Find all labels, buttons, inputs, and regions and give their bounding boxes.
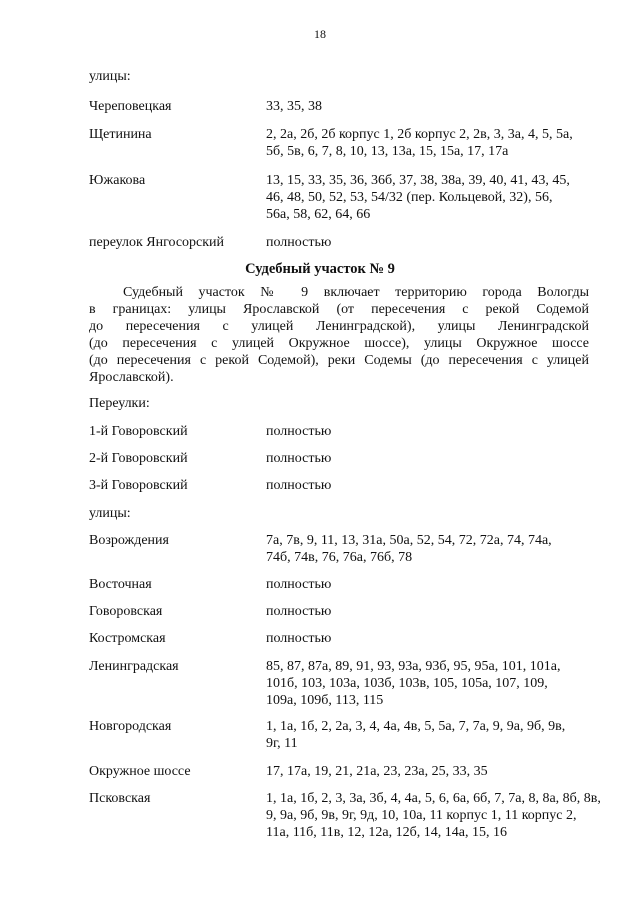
description-line: до пересечения с улицей Ленинградской), улицы Ленинградской <box>89 319 589 334</box>
lane-name: 3-й Говоровский <box>89 478 188 493</box>
house-numbers <box>266 126 611 160</box>
house-numbers <box>266 603 611 620</box>
description-line: в границах: улицы Ярославской (от пересечения с рекой Содемой <box>89 302 589 317</box>
section-description <box>89 284 589 386</box>
streets-label: улицы: <box>89 506 131 521</box>
house-numbers <box>266 576 611 593</box>
street-name: Щетинина <box>89 127 152 142</box>
street-name: Новгородская <box>89 719 172 734</box>
house-numbers-line: 33, 35, 38 <box>266 99 322 114</box>
house-numbers-line: 17, 17а, 19, 21, 21а, 23, 23а, 25, 33, 35 <box>266 764 488 779</box>
house-numbers <box>266 98 611 115</box>
house-numbers <box>266 763 611 780</box>
street-name: Череповецкая <box>89 99 172 114</box>
section-heading: Судебный участок № 9 <box>245 261 395 277</box>
house-numbers <box>266 630 611 647</box>
description-line: Ярославской). <box>89 370 174 385</box>
house-numbers <box>266 532 611 566</box>
house-numbers-line: полностью <box>266 577 332 592</box>
house-numbers <box>266 790 611 841</box>
street-name: Южакова <box>89 173 146 188</box>
house-numbers-line: 74б, 74в, 76, 76а, 76б, 78 <box>266 550 413 565</box>
house-numbers-line: 109а, 109б, 113, 115 <box>266 693 384 708</box>
house-numbers-line: 11а, 11б, 11в, 12, 12а, 12б, 14, 14а, 15, 16 <box>266 825 507 840</box>
street-name: Псковская <box>89 791 151 806</box>
house-numbers <box>266 234 611 251</box>
lane-name: 1-й Говоровский <box>89 424 188 439</box>
house-numbers-line: полностью <box>266 235 332 250</box>
description-line: (до пересечения с улицей Окружное шоссе), улицы Окружное шоссе <box>89 336 589 351</box>
house-numbers-line: 13, 15, 33, 35, 36, 36б, 37, 38, 38а, 39, 40, 41, 43, 45, <box>266 173 570 188</box>
house-numbers-line: полностью <box>266 604 332 619</box>
street-name: переулок Янгосорский <box>89 235 225 250</box>
house-numbers-line: 2, 2а, 2б, 2б корпус 1, 2б корпус 2, 2в, 3, 3а, 4, 5, 5а, <box>266 127 573 142</box>
house-numbers-line: полностью <box>266 451 332 466</box>
house-numbers-line: 101б, 103, 103а, 103б, 103в, 105, 105а, 107, 109, <box>266 676 548 691</box>
house-numbers-line: 9г, 11 <box>266 736 298 751</box>
house-numbers-line: 56а, 58, 62, 64, 66 <box>266 207 371 222</box>
house-numbers-line: 9, 9а, 9б, 9в, 9г, 9д, 10, 10а, 11 корпус 1, 11 корпус 2, <box>266 808 577 823</box>
street-name: Говоровская <box>89 604 163 619</box>
house-numbers <box>266 450 611 467</box>
street-name: Окружное шоссе <box>89 764 191 779</box>
house-numbers-line: 7а, 7в, 9, 11, 13, 31а, 50а, 52, 54, 72, 72а, 74, 74а, <box>266 533 552 548</box>
house-numbers <box>266 718 611 752</box>
street-name: Костромская <box>89 631 166 646</box>
house-numbers-line: 46, 48, 50, 52, 53, 54/32 (пер. Кольцевой, 32), 56, <box>266 190 553 205</box>
house-numbers <box>266 477 611 494</box>
street-name: Восточная <box>89 577 152 592</box>
house-numbers-line: 5б, 5в, 6, 7, 8, 10, 13, 13а, 15, 15а, 17, 17а <box>266 144 509 159</box>
house-numbers <box>266 172 611 223</box>
lane-name: 2-й Говоровский <box>89 451 188 466</box>
house-numbers <box>266 658 611 709</box>
page-number: 18 <box>314 27 326 41</box>
streets-label-top: улицы: <box>89 69 131 84</box>
street-name: Ленинградская <box>89 659 179 674</box>
house-numbers-line: 1, 1а, 1б, 2, 2а, 3, 4, 4а, 4в, 5, 5а, 7, 7а, 9, 9а, 9б, 9в, <box>266 719 566 734</box>
house-numbers-line: 1, 1а, 1б, 2, 3, 3а, 3б, 4, 4а, 5, 6, 6а, 6б, 7, 7а, 8, 8а, 8б, 8в, <box>266 791 601 806</box>
street-name: Возрождения <box>89 533 169 548</box>
house-numbers-line: полностью <box>266 478 332 493</box>
house-numbers-line: 85, 87, 87а, 89, 91, 93, 93а, 93б, 95, 95а, 101, 101а, <box>266 659 561 674</box>
house-numbers <box>266 423 611 440</box>
lanes-label: Переулки: <box>89 396 150 411</box>
house-numbers-line: полностью <box>266 631 332 646</box>
description-line: Судебный участок № 9 включает территорию города Вологды <box>123 285 589 300</box>
house-numbers-line: полностью <box>266 424 332 439</box>
description-line: (до пересечения с рекой Содемой), реки Содемы (до пересечения с улицей <box>89 353 589 368</box>
